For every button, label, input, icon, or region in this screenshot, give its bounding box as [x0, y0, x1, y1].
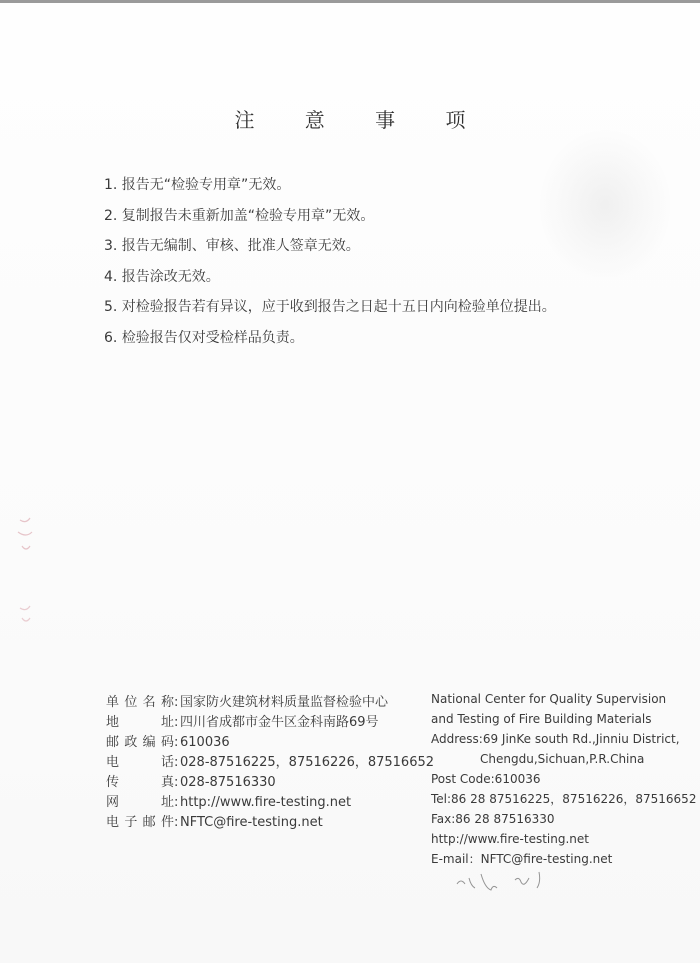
contact-label: 邮政编码	[106, 735, 174, 750]
page-title: 注 意 事 项	[234, 108, 488, 132]
contact-label: 地 址	[106, 715, 174, 730]
contact-row-website: 网 址 : http://www.fire-testing.net	[106, 793, 434, 813]
scan-smudge	[540, 130, 670, 280]
contact-label: 网 址	[106, 795, 174, 810]
notice-item: 4. 报告涂改无效。	[104, 268, 220, 285]
website-link[interactable]: http://www.fire-testing.net	[180, 795, 352, 810]
contact-label: 电 话	[106, 755, 174, 770]
contact-label: 传 真	[106, 775, 174, 790]
contact-row-address: 地 址 : 四川省成都市金牛区金科南路69号	[106, 713, 434, 733]
address-line: Address:69 JinKe south Rd.,Jinniu District,	[431, 732, 680, 746]
notice-item: 3. 报告无编制、审核、批准人签章无效。	[104, 238, 360, 255]
contact-row-email: 电子邮件 : NFTC@fire-testing.net	[106, 813, 434, 833]
top-scan-edge	[0, 0, 700, 3]
website-link-en[interactable]: http://www.fire-testing.net	[431, 832, 589, 846]
address-line: Chengdu,Sichuan,P.R.China	[480, 752, 645, 766]
signature-scribble	[455, 866, 575, 896]
email-link[interactable]: NFTC@fire-testing.net	[180, 815, 323, 830]
notice-item: 1. 报告无“检验专用章”无效。	[104, 177, 291, 193]
notice-item: 2. 复制报告未重新加盖“检验专用章”无效。	[104, 207, 375, 224]
org-name-line: National Center for Quality Supervision	[431, 692, 667, 706]
contact-value: 610036	[180, 735, 230, 750]
notice-list	[104, 176, 556, 360]
contact-label: 电子邮件	[106, 815, 174, 830]
contact-value: 028-87516330	[180, 775, 276, 790]
org-name-line: and Testing of Fire Building Materials	[431, 712, 652, 726]
contact-row-phone: 电 话 : 028-87516225，87516226，87516652	[106, 753, 434, 773]
post-code: Post Code:610036	[431, 772, 541, 786]
tel-line: Tel:86 28 87516225，87516226，87516652	[431, 792, 697, 806]
contact-info-chinese	[106, 693, 434, 833]
email-line-en[interactable]: E-mail：NFTC@fire-testing.net	[431, 852, 613, 866]
stamp-trace-mark	[12, 512, 42, 632]
contact-value: 四川省成都市金牛区金科南路69号	[180, 715, 379, 730]
contact-row-fax: 传 真 : 028-87516330	[106, 773, 434, 793]
contact-row-postcode: 邮政编码 : 610036	[106, 733, 434, 753]
fax-line: Fax:86 28 87516330	[431, 812, 555, 826]
contact-info-english	[431, 689, 696, 869]
notice-item: 5. 对检验报告若有异议，应于收到报告之日起十五日内向检验单位提出。	[104, 299, 556, 316]
notice-item: 6. 检验报告仅对受检样品负责。	[104, 329, 304, 346]
contact-label: 单位名称	[106, 695, 174, 710]
contact-value: 国家防火建筑材料质量监督检验中心	[180, 695, 389, 710]
contact-row-org: 单位名称 : 国家防火建筑材料质量监督检验中心	[106, 693, 434, 713]
contact-value: 028-87516225，87516226，87516652	[180, 755, 435, 770]
